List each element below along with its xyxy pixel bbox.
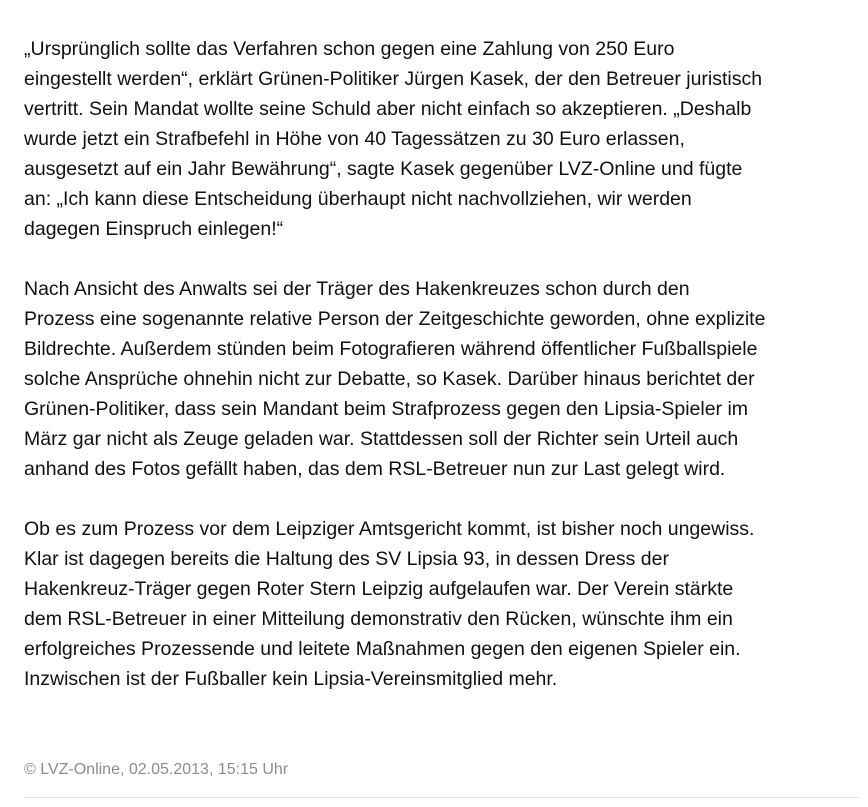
paragraph-line: März gar nicht als Zeuge geladen war. Stattdessen soll der Richter sein Urteil auch	[24, 428, 739, 450]
paragraph-line: Bildrechte. Außerdem stünden beim Fotografieren während öffentlicher Fußballspiele	[24, 338, 758, 360]
paragraph-line: dem RSL-Betreuer in einer Mitteilung demonstrativ den Rücken, wünschte ihm ein	[24, 608, 733, 630]
paragraph-line: an: „Ich kann diese Entscheidung überhaupt nicht nachvollziehen, wir werden	[24, 188, 692, 210]
paragraph-line: Grünen-Politiker, dass sein Mandant beim Strafprozess gegen den Lipsia-Spieler im	[24, 398, 749, 420]
paragraph-line: Ob es zum Prozess vor dem Leipziger Amtsgericht kommt, ist bisher noch ungewiss.	[24, 518, 755, 540]
paragraph-line: Hakenkreuz-Träger gegen Roter Stern Leipzig aufgelaufen war. Der Verein stärkte	[24, 578, 734, 600]
article-paragraph-1	[24, 34, 860, 244]
paragraph-line: Prozess eine sogenannte relative Person der Zeitgeschichte geworden, ohne explizite	[24, 308, 766, 330]
footer-divider	[24, 797, 860, 798]
article-paragraph-2	[24, 274, 860, 484]
article-source-footer: © LVZ-Online, 02.05.2013, 15:15 Uhr	[24, 761, 289, 778]
paragraph-line: ausgesetzt auf ein Jahr Bewährung“, sagte Kasek gegenüber LVZ-Online und fügte	[24, 158, 743, 180]
paragraph-line: Nach Ansicht des Anwalts sei der Träger des Hakenkreuzes schon durch den	[24, 278, 690, 300]
paragraph-line: eingestellt werden“, erklärt Grünen-Politiker Jürgen Kasek, der den Betreuer juristisch	[24, 68, 763, 90]
paragraph-line: Klar ist dagegen bereits die Haltung des SV Lipsia 93, in dessen Dress der	[24, 548, 669, 570]
paragraph-line: „Ursprünglich sollte das Verfahren schon gegen eine Zahlung von 250 Euro	[24, 38, 675, 60]
article-paragraph-3	[24, 514, 860, 694]
article-body	[24, 34, 860, 724]
paragraph-line: erfolgreiches Prozessende und leitete Maßnahmen gegen den eigenen Spieler ein.	[24, 638, 741, 660]
paragraph-line: solche Ansprüche ohnehin nicht zur Debatte, so Kasek. Darüber hinaus berichtet der	[24, 368, 755, 390]
paragraph-line: dagegen Einspruch einlegen!“	[24, 218, 284, 240]
paragraph-line: wurde jetzt ein Strafbefehl in Höhe von 40 Tagessätzen zu 30 Euro erlassen,	[24, 128, 685, 150]
paragraph-line: Inzwischen ist der Fußballer kein Lipsia-Vereinsmitglied mehr.	[24, 668, 558, 690]
paragraph-line: vertritt. Sein Mandat wollte seine Schuld aber nicht einfach so akzeptieren. „Deshalb	[24, 98, 752, 120]
paragraph-line: anhand des Fotos gefällt haben, das dem RSL-Betreuer nun zur Last gelegt wird.	[24, 458, 726, 480]
